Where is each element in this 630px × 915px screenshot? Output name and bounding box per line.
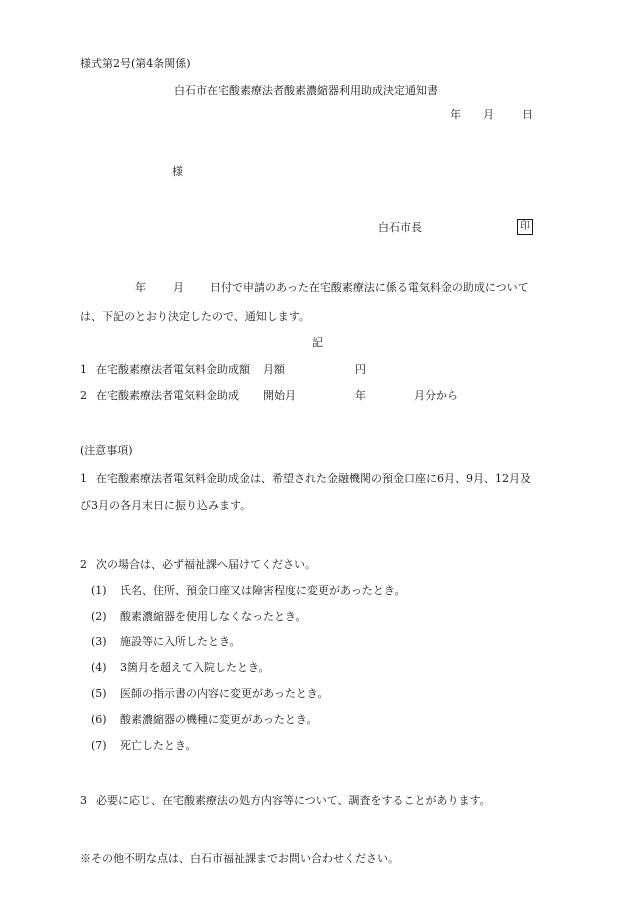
note-1-line2: び3月の各月末日に振り込みます。 xyxy=(80,499,252,512)
note-2-sub-6-text: 酸素濃縮器の機種に変更があったとき。 xyxy=(120,713,318,726)
body-line1: 日付で申請のあった在宅酸素療法に係る電気料金の助成について xyxy=(210,281,529,294)
item-2-number: 2 xyxy=(80,389,87,402)
note-2-sub-4-text: 3箇月を超えて入院したとき。 xyxy=(120,661,270,674)
note-2-sub-3-text: 施設等に入所したとき。 xyxy=(120,635,241,648)
note-1-number: 1 xyxy=(80,472,87,485)
seal-mark: 印 xyxy=(517,219,533,235)
ki-heading: 記 xyxy=(312,336,323,349)
note-2-sub-7-text: 死亡したとき。 xyxy=(120,739,197,752)
note-2-sub-6-number: (6) xyxy=(91,713,107,726)
note-2-text: 次の場合は、必ず福祉課へ届けてください。 xyxy=(96,558,316,571)
note-3-number: 3 xyxy=(80,794,87,807)
note-2-sub-1-number: (1) xyxy=(91,584,107,597)
note-2-sub-1-text: 氏名、住所、預金口座又は障害程度に変更があったとき。 xyxy=(120,584,406,597)
note-2-sub-7-number: (7) xyxy=(91,739,107,752)
form-number: 様式第2号(第4条関係) xyxy=(80,57,191,70)
item-2-label: 在宅酸素療法者電気料金助成 xyxy=(96,389,239,402)
item-1-label: 在宅酸素療法者電気料金助成額 xyxy=(96,363,250,376)
addressee-suffix: 様 xyxy=(172,165,183,178)
note-2-sub-5-text: 医師の指示書の内容に変更があったとき。 xyxy=(120,687,329,700)
item-1-unit: 円 xyxy=(355,363,366,376)
note-1-line1: 在宅酸素療法者電気料金助成金は、希望された金融機関の預金口座に6月、9月、12月及 xyxy=(96,472,531,485)
item-2-year-label: 年 xyxy=(355,389,366,402)
item-2-field: 開始月 xyxy=(263,389,296,402)
body-line2: は、下記のとおり決定したので、通知します。 xyxy=(80,310,310,323)
footer-note: ※その他不明な点は、白石市福祉課までお問い合わせください。 xyxy=(80,852,399,865)
body-month-label: 月 xyxy=(173,281,184,294)
note-2-sub-3-number: (3) xyxy=(91,635,107,648)
body-year-label: 年 xyxy=(135,281,146,294)
item-1-field: 月額 xyxy=(263,363,285,376)
document-title: 白石市在宅酸素療法者酸素濃縮器利用助成決定通知書 xyxy=(174,84,438,97)
note-2-sub-4-number: (4) xyxy=(91,661,107,674)
note-2-sub-5-number: (5) xyxy=(91,687,107,700)
item-2-suffix: 月分から xyxy=(414,389,458,402)
issuer-name: 白石市長 xyxy=(378,221,422,234)
date-day-label: 日 xyxy=(522,108,533,121)
date-year-label: 年 xyxy=(450,108,461,121)
item-1-number: 1 xyxy=(80,363,87,376)
notes-heading: (注意事項) xyxy=(80,444,133,457)
note-2-sub-2-text: 酸素濃縮器を使用しなくなったとき。 xyxy=(120,610,307,623)
note-3-text: 必要に応じ、在宅酸素療法の処方内容等について、調査をすることがあります。 xyxy=(96,794,491,807)
note-2-number: 2 xyxy=(80,558,87,571)
note-2-sub-2-number: (2) xyxy=(91,610,107,623)
date-month-label: 月 xyxy=(483,108,494,121)
